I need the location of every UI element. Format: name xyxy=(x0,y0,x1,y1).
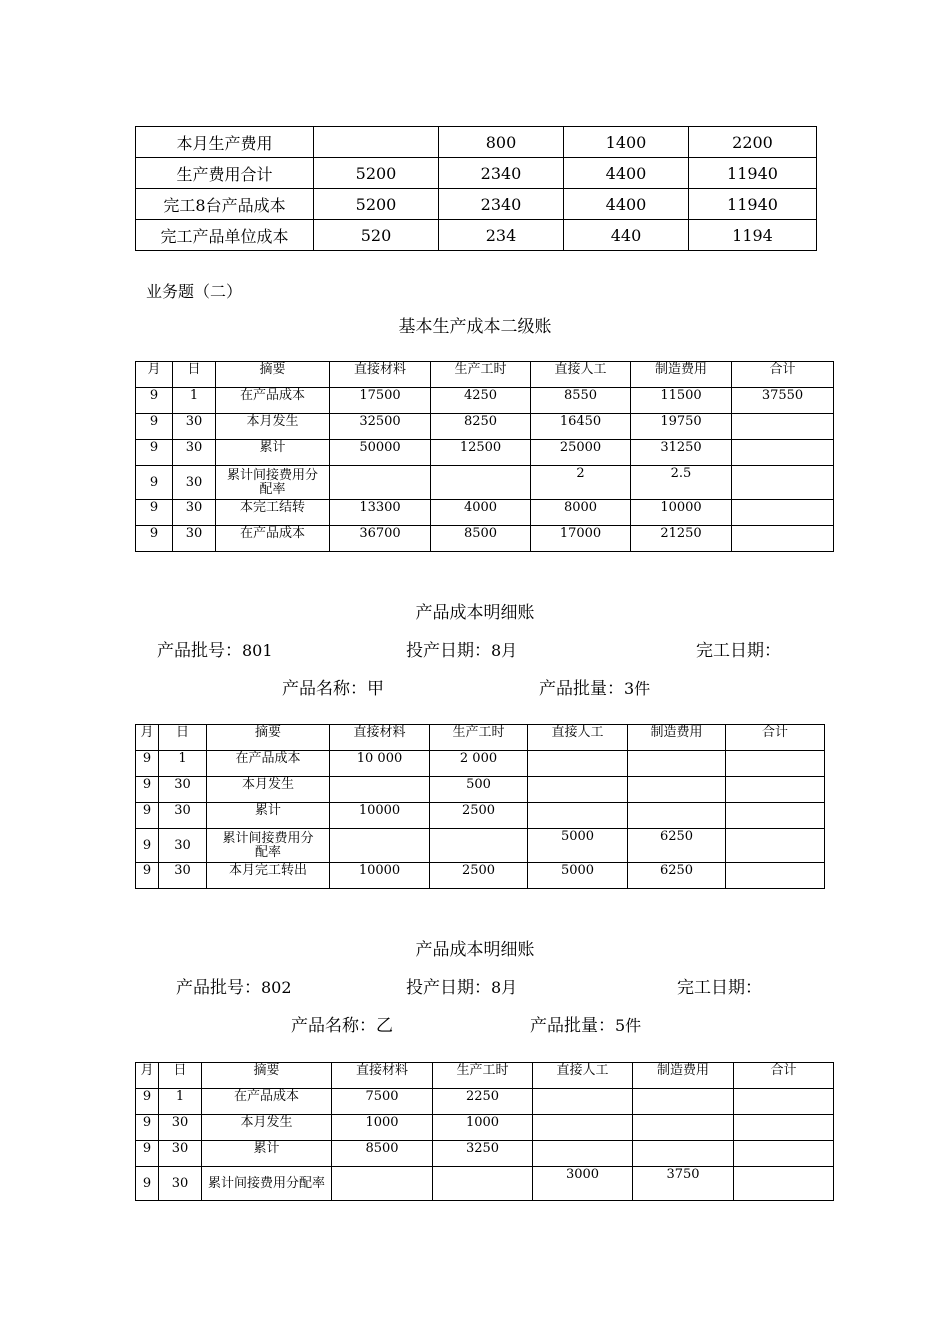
ledger-801-title: 产品成本明细账 xyxy=(415,603,535,623)
table-cell: 30 xyxy=(159,777,207,803)
table-cell: 9 xyxy=(136,466,173,500)
table-cell xyxy=(734,1089,834,1115)
table-cell: 3000 xyxy=(533,1167,633,1201)
table-cell xyxy=(628,803,726,829)
table-cell xyxy=(330,777,430,803)
table-cell: 2200 xyxy=(689,127,817,158)
table-cell: 16450 xyxy=(531,414,631,440)
table-cell: 1400 xyxy=(564,127,689,158)
batch-quantity-label: 产品批量： xyxy=(530,1016,615,1036)
table-header-row xyxy=(136,1063,834,1089)
table-cell: 9 xyxy=(136,1141,159,1167)
table-cell: 1000 xyxy=(332,1115,433,1141)
table-cell: 1 xyxy=(159,1089,202,1115)
column-header: 直接人工 xyxy=(533,1063,633,1089)
table-cell: 30 xyxy=(159,829,207,863)
table-cell: 2500 xyxy=(430,863,528,889)
table-cell xyxy=(734,1115,834,1141)
column-header: 日 xyxy=(173,362,216,388)
table-row xyxy=(136,1115,834,1141)
column-header: 生产工时 xyxy=(430,725,528,751)
table-cell: 21250 xyxy=(631,526,732,552)
batch-quantity xyxy=(539,674,650,699)
table-cell: 5000 xyxy=(528,829,628,863)
table-cell: 9 xyxy=(136,803,159,829)
table-cell: 234 xyxy=(439,220,564,251)
table-cell: 1 xyxy=(173,388,216,414)
table-cell: 6250 xyxy=(628,863,726,889)
column-header: 直接人工 xyxy=(528,725,628,751)
start-date-value: 8月 xyxy=(491,641,518,660)
table-cell: 3250 xyxy=(433,1141,533,1167)
column-header: 直接材料 xyxy=(330,725,430,751)
table-cell xyxy=(332,1167,433,1201)
column-header: 生产工时 xyxy=(431,362,531,388)
table-cell xyxy=(533,1141,633,1167)
table-cell: 在产品成本 xyxy=(216,526,330,552)
batch-number xyxy=(157,636,273,661)
table-cell: 累计 xyxy=(202,1141,332,1167)
column-header: 合计 xyxy=(734,1063,834,1089)
table-cell xyxy=(430,829,528,863)
table-cell: 50000 xyxy=(330,440,431,466)
table-cell: 31250 xyxy=(631,440,732,466)
table-row xyxy=(136,220,817,251)
table-row xyxy=(136,466,834,500)
table-cell: 4000 xyxy=(431,500,531,526)
column-header: 日 xyxy=(159,725,207,751)
table-cell: 500 xyxy=(430,777,528,803)
product-name xyxy=(291,1011,393,1036)
table-cell xyxy=(330,829,430,863)
table-cell: 30 xyxy=(173,414,216,440)
table-cell: 30 xyxy=(159,803,207,829)
table-cell: 30 xyxy=(173,440,216,466)
table-cell xyxy=(726,777,825,803)
batch-number xyxy=(176,973,292,998)
table-cell: 1 xyxy=(159,751,207,777)
column-header: 直接人工 xyxy=(531,362,631,388)
table-cell xyxy=(314,127,439,158)
table-cell: 4250 xyxy=(431,388,531,414)
table-cell: 440 xyxy=(564,220,689,251)
table-row xyxy=(136,863,825,889)
ledger-802-title: 产品成本明细账 xyxy=(415,940,535,960)
table-cell xyxy=(533,1089,633,1115)
table-cell: 2 xyxy=(531,466,631,500)
table-cell xyxy=(431,466,531,500)
table-row xyxy=(136,500,834,526)
table-cell: 累计间接费用分配率 xyxy=(207,829,330,863)
table-cell: 25000 xyxy=(531,440,631,466)
table-cell: 本月发生 xyxy=(207,777,330,803)
table-cell xyxy=(726,803,825,829)
table-cell: 520 xyxy=(314,220,439,251)
table-cell: 30 xyxy=(173,466,216,500)
table-cell xyxy=(732,500,834,526)
table-row xyxy=(136,803,825,829)
table-cell: 10000 xyxy=(330,863,430,889)
finish-date xyxy=(677,973,762,998)
batch-quantity-label: 产品批量： xyxy=(539,679,624,699)
table-cell xyxy=(732,466,834,500)
batch-number-value: 802 xyxy=(261,978,292,997)
product-name-value: 甲 xyxy=(367,679,384,699)
ledger-secondary-title: 基本生产成本二级账 xyxy=(398,317,552,337)
table-cell: 8500 xyxy=(332,1141,433,1167)
table-row xyxy=(136,1141,834,1167)
table-cell: 2.5 xyxy=(631,466,732,500)
table-cell: 11940 xyxy=(689,189,817,220)
table-cell: 11940 xyxy=(689,158,817,189)
table-cell: 5000 xyxy=(528,863,628,889)
table-row xyxy=(136,158,817,189)
table-cell xyxy=(726,863,825,889)
table-cell xyxy=(628,777,726,803)
table-cell xyxy=(533,1115,633,1141)
column-header: 制造费用 xyxy=(633,1063,734,1089)
ledger-secondary-table xyxy=(135,361,834,552)
table-cell xyxy=(732,440,834,466)
table-cell: 累计 xyxy=(207,803,330,829)
column-header: 摘要 xyxy=(207,725,330,751)
table-row xyxy=(136,526,834,552)
start-date xyxy=(406,973,517,998)
table-cell: 9 xyxy=(136,500,173,526)
table-cell: 5200 xyxy=(314,189,439,220)
table-cell: 在产品成本 xyxy=(202,1089,332,1115)
column-header: 摘要 xyxy=(216,362,330,388)
table-cell: 9 xyxy=(136,388,173,414)
table-row xyxy=(136,388,834,414)
batch-number-value: 801 xyxy=(242,641,273,660)
product-name-value: 乙 xyxy=(376,1016,393,1036)
column-header: 摘要 xyxy=(202,1063,332,1089)
column-header: 制造费用 xyxy=(628,725,726,751)
table-cell: 9 xyxy=(136,751,159,777)
table-cell: 19750 xyxy=(631,414,732,440)
column-header: 直接材料 xyxy=(330,362,431,388)
table-cell: 本月生产费用 xyxy=(136,127,314,158)
table-cell: 8000 xyxy=(531,500,631,526)
product-name-label: 产品名称： xyxy=(291,1016,376,1036)
table-cell: 9 xyxy=(136,414,173,440)
ledger-802-table xyxy=(135,1062,834,1201)
table-cell: 11500 xyxy=(631,388,732,414)
table-cell xyxy=(528,751,628,777)
column-header: 日 xyxy=(159,1063,202,1089)
table-cell: 13300 xyxy=(330,500,431,526)
table-cell: 30 xyxy=(173,526,216,552)
table-header-row xyxy=(136,362,834,388)
table-row xyxy=(136,440,834,466)
table-cell: 在产品成本 xyxy=(216,388,330,414)
table-cell: 32500 xyxy=(330,414,431,440)
batch-number-label: 产品批号： xyxy=(157,641,242,661)
table-cell: 生产费用合计 xyxy=(136,158,314,189)
table-cell: 10 000 xyxy=(330,751,430,777)
table-cell: 9 xyxy=(136,526,173,552)
table-cell: 完工8台产品成本 xyxy=(136,189,314,220)
table-cell: 累计间接费用分配率 xyxy=(202,1167,332,1201)
table-cell: 17000 xyxy=(531,526,631,552)
table-cell: 在产品成本 xyxy=(207,751,330,777)
table-row xyxy=(136,414,834,440)
batch-number-label: 产品批号： xyxy=(176,978,261,998)
table-cell: 9 xyxy=(136,863,159,889)
table-row xyxy=(136,1167,834,1201)
finish-date xyxy=(696,636,781,661)
product-name-label: 产品名称： xyxy=(282,679,367,699)
column-header: 合计 xyxy=(732,362,834,388)
table-cell: 2500 xyxy=(430,803,528,829)
table-cell: 800 xyxy=(439,127,564,158)
table-cell: 8250 xyxy=(431,414,531,440)
table-cell xyxy=(734,1167,834,1201)
table-cell: 30 xyxy=(159,1141,202,1167)
column-header: 月 xyxy=(136,725,159,751)
table-cell: 9 xyxy=(136,829,159,863)
table-row xyxy=(136,751,825,777)
table-cell xyxy=(330,466,431,500)
table-cell xyxy=(433,1167,533,1201)
column-header: 月 xyxy=(136,362,173,388)
table-row xyxy=(136,777,825,803)
table-cell xyxy=(528,803,628,829)
table-row xyxy=(136,1089,834,1115)
start-date xyxy=(406,636,517,661)
table-cell: 3750 xyxy=(633,1167,734,1201)
table-cell: 9 xyxy=(136,440,173,466)
table-cell xyxy=(628,751,726,777)
finish-date-label: 完工日期： xyxy=(696,641,781,661)
column-header: 生产工时 xyxy=(433,1063,533,1089)
table-cell xyxy=(732,526,834,552)
table-cell: 6250 xyxy=(628,829,726,863)
table-cell: 2340 xyxy=(439,158,564,189)
start-date-value: 8月 xyxy=(491,978,518,997)
table-cell: 1194 xyxy=(689,220,817,251)
batch-quantity xyxy=(530,1011,641,1036)
table-cell: 本完工结转 xyxy=(216,500,330,526)
table-cell: 9 xyxy=(136,1115,159,1141)
column-header: 直接材料 xyxy=(332,1063,433,1089)
ledger-801-table xyxy=(135,724,825,889)
start-date-label: 投产日期： xyxy=(406,978,491,998)
table-cell: 7500 xyxy=(332,1089,433,1115)
table-cell: 9 xyxy=(136,1167,159,1201)
table-cell: 30 xyxy=(173,500,216,526)
table-row xyxy=(136,189,817,220)
table-cell: 2 000 xyxy=(430,751,528,777)
column-header: 月 xyxy=(136,1063,159,1089)
table-cell: 8550 xyxy=(531,388,631,414)
table-cell: 累计 xyxy=(216,440,330,466)
table-cell: 2250 xyxy=(433,1089,533,1115)
table-cell: 本月发生 xyxy=(202,1115,332,1141)
column-header: 制造费用 xyxy=(631,362,732,388)
table-cell: 10000 xyxy=(631,500,732,526)
table-cell: 4400 xyxy=(564,158,689,189)
start-date-label: 投产日期： xyxy=(406,641,491,661)
table-cell xyxy=(633,1141,734,1167)
table-row xyxy=(136,127,817,158)
table-cell xyxy=(734,1141,834,1167)
table-cell xyxy=(633,1115,734,1141)
table-cell: 9 xyxy=(136,1089,159,1115)
table-cell: 30 xyxy=(159,1115,202,1141)
batch-quantity-value: 3件 xyxy=(624,679,651,698)
table-cell: 本月发生 xyxy=(216,414,330,440)
table-cell: 30 xyxy=(159,1167,202,1201)
table-cell: 9 xyxy=(136,777,159,803)
table-cell: 36700 xyxy=(330,526,431,552)
table-cell: 4400 xyxy=(564,189,689,220)
table-cell: 累计间接费用分配率 xyxy=(216,466,330,500)
table-cell: 1000 xyxy=(433,1115,533,1141)
table-cell: 完工产品单位成本 xyxy=(136,220,314,251)
table-row xyxy=(136,829,825,863)
table-header-row xyxy=(136,725,825,751)
finish-date-label: 完工日期： xyxy=(677,978,762,998)
table-cell: 8500 xyxy=(431,526,531,552)
table-cell xyxy=(732,414,834,440)
table-cell: 10000 xyxy=(330,803,430,829)
table-cell: 本月完工转出 xyxy=(207,863,330,889)
section-title: 业务题（二） xyxy=(146,282,243,301)
table-cell: 5200 xyxy=(314,158,439,189)
product-name xyxy=(282,674,384,699)
table-cell: 2340 xyxy=(439,189,564,220)
batch-quantity-value: 5件 xyxy=(615,1016,642,1035)
column-header: 合计 xyxy=(726,725,825,751)
table-cell: 17500 xyxy=(330,388,431,414)
table-cell: 12500 xyxy=(431,440,531,466)
table-cell xyxy=(528,777,628,803)
table-cell xyxy=(726,829,825,863)
table-cell: 37550 xyxy=(732,388,834,414)
cost-summary-table xyxy=(135,126,817,251)
table-cell xyxy=(726,751,825,777)
table-cell: 30 xyxy=(159,863,207,889)
table-cell xyxy=(633,1089,734,1115)
